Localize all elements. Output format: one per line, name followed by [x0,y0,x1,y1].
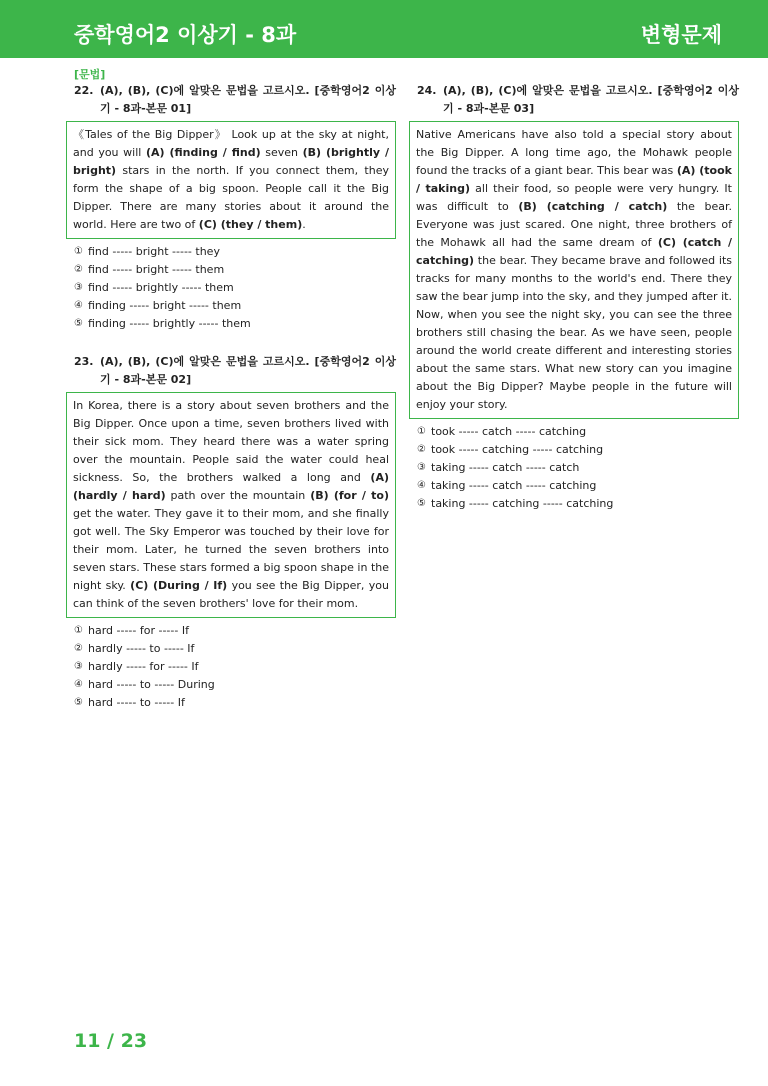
passage-blank: (C) (they / them) [198,218,303,231]
passage-text: Native Americans have also told a special story about the Big Dipper. A long time ago, the Mohawk people found the tracks of a giant bear. This bear was [416,128,732,177]
question-header [74,82,396,118]
passage-text: stars in the north. If you connect them, they form the shape of a big spoon. People call it the Big Dipper. There are many stories about it around the world. Here are two of [73,164,389,231]
passage-text: 《Tales of the Big Dipper》 Look up at the sky at night, and you will [73,128,389,159]
choice-option[interactable] [74,694,396,712]
choice-text: taking ----- catch ----- catching [431,479,597,492]
choice-number: ④ [74,679,83,690]
choice-number: ① [74,625,83,636]
section-tag: [문법] [74,68,106,81]
passage-blank: (B) (catching / catch) [518,200,668,213]
choice-text: hard ----- to ----- During [88,678,215,691]
choice-text: hard ----- to ----- If [88,696,185,709]
passage-text: seven [260,146,303,159]
question-number: 24. [417,84,437,97]
passage-blank: (B) (for / to) [310,489,389,502]
passage-text: get the water. They gave it to their mom, and she finally got well. The Sky Emperor was touched by their love for their mom. Later, he turned the seven brothers into seven stars. These stars formed a big spoon shape in the night sky. [73,507,389,592]
choice-option[interactable] [417,423,739,441]
choice-option[interactable] [74,243,396,261]
passage-text: the bear. They became brave and followed its tracks for many months to the world's end. There they saw the bear jump into the sky, and they jumped after it. Now, when you see the night sky, you can see the three brothers still chasing the bear. As we have seen, people around the world create different and interesting stories about the same stars. What new story can you imagine about the Big Dipper? Maybe people in the future will enjoy your story. [416,254,732,411]
question-header [417,82,739,118]
choice-number: ③ [74,282,83,293]
header-category: 변형문제 [640,23,722,47]
page-title: 중학영어2 이상기 - 8과 [74,23,297,47]
choice-option[interactable] [74,279,396,297]
choice-option[interactable] [74,676,396,694]
passage-text: the bear. Everyone was just scared. One night, three brothers of the Mohawk all had the same dream of [416,200,732,249]
right-column [409,66,739,513]
passage-blank: (A) (hardly / hard) [73,471,389,502]
choice-option[interactable] [417,441,739,459]
left-column [66,66,396,712]
choice-number: ③ [417,462,426,473]
choice-text: find ----- brightly ----- them [88,281,234,294]
choice-option[interactable] [74,658,396,676]
passage-blank: (A) (finding / find) [145,146,261,159]
choice-text: find ----- bright ----- them [88,263,225,276]
question-prompt: (A), (B), (C)에 알맞은 문법을 고르시오. [중학영어2 이상기 - 8과-본문 01] [100,84,396,115]
question-number: 22. [74,84,94,97]
choice-list [417,423,739,513]
passage-text: all their food, so people were very hungry. It was difficult to [416,182,732,213]
choice-number: ② [74,643,83,654]
question-prompt: (A), (B), (C)에 알맞은 문법을 고르시오. [중학영어2 이상기 - 8과-본문 02] [100,355,396,386]
question-header [74,353,396,389]
choice-number: ① [74,246,83,257]
choice-number: ⑤ [74,697,83,708]
choice-option[interactable] [417,459,739,477]
choice-number: ① [417,426,426,437]
choice-number: ② [417,444,426,455]
question-block [409,82,739,513]
choice-text: finding ----- brightly ----- them [88,317,251,330]
passage-text: . [302,218,306,231]
choice-option[interactable] [74,640,396,658]
choice-text: hard ----- for ----- If [88,624,189,637]
choice-option[interactable] [74,315,396,333]
choice-text: took ----- catching ----- catching [431,443,604,456]
choice-number: ⑤ [74,318,83,329]
choice-text: finding ----- bright ----- them [88,299,242,312]
choice-text: find ----- bright ----- they [88,245,220,258]
choice-list [74,243,396,333]
choice-option[interactable] [74,297,396,315]
question-block [66,82,396,333]
choice-text: took ----- catch ----- catching [431,425,587,438]
passage-text: In Korea, there is a story about seven brothers and the Big Dipper. Once upon a time, seven brothers lived with their sick mom. They heard there was a water spring over the mountain. People said the water could heal sickness. So, the brothers walked a long and [73,399,389,484]
choice-number: ⑤ [417,498,426,509]
choice-number: ② [74,264,83,275]
question-prompt: (A), (B), (C)에 알맞은 문법을 고르시오. [중학영어2 이상기 - 8과-본문 03] [443,84,739,115]
page-header [0,0,768,58]
choice-text: taking ----- catching ----- catching [431,497,614,510]
choice-option[interactable] [74,261,396,279]
passage-text: path over the mountain [165,489,311,502]
passage-box [409,121,739,419]
choice-number: ④ [74,300,83,311]
choice-option[interactable] [417,495,739,513]
passage-blank: (C) (catch / catching) [416,236,733,267]
passage-blank: (C) (During / If) [130,579,228,592]
choice-text: taking ----- catch ----- catch [431,461,580,474]
passage-blank: (B) (brightly / bright) [73,146,390,177]
passage-text: you see the Big Dipper, you can think of the seven brothers' love for their mom. [73,579,389,610]
page-number: 11 / 23 [74,1030,148,1052]
choice-option[interactable] [417,477,739,495]
choice-text: hardly ----- for ----- If [88,660,199,673]
question-block [66,353,396,712]
choice-option[interactable] [74,622,396,640]
choice-list [74,622,396,712]
question-number: 23. [74,355,94,368]
passage-box [66,121,396,239]
passage-blank: (A) (took / taking) [416,164,732,195]
choice-number: ③ [74,661,83,672]
choice-number: ④ [417,480,426,491]
choice-text: hardly ----- to ----- If [88,642,195,655]
passage-box [66,392,396,618]
